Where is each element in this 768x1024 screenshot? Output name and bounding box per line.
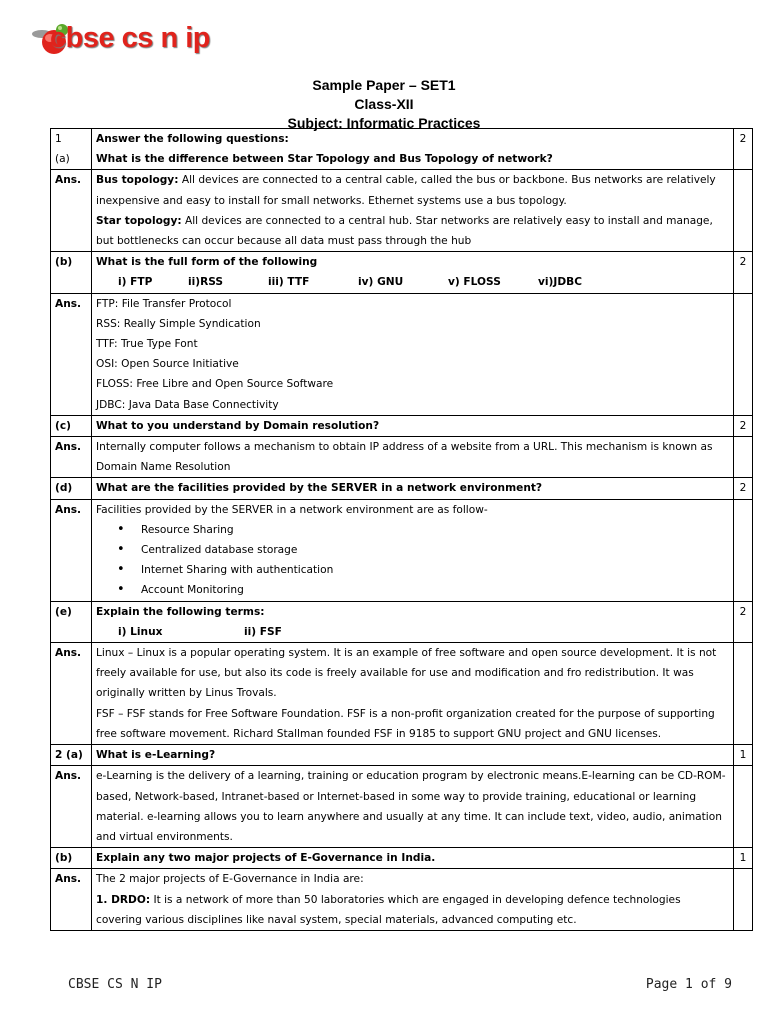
answer-paragraph <box>96 170 729 210</box>
list-item: • Internet Sharing with authentication <box>141 560 729 580</box>
footer-left: CBSE CS N IP <box>68 977 162 992</box>
paper-titles <box>0 76 768 133</box>
answer-text <box>92 643 734 745</box>
answer-line: RSS: Really Simple Syndication <box>96 317 261 330</box>
answer-text: e-Learning is the delivery of a learning, training or education program by electronic means.E-learning can be CD-ROM-based, Network-based, Intranet-based or Internet-based in some way to provide training, educational or learning material. e-learning allows you to learn anywhere and usually at any time. It can include text, video, audio, animation and virtual environments. <box>92 766 734 848</box>
question-text: What is e-Learning? <box>92 745 734 766</box>
table-row <box>51 415 753 436</box>
question-number: (b) <box>51 848 92 869</box>
answer-paragraph <box>96 211 729 251</box>
table-row <box>51 478 753 499</box>
empty-marks <box>734 643 753 745</box>
table-row <box>51 499 753 601</box>
empty-marks <box>734 869 753 931</box>
answer-paragraph <box>96 890 729 930</box>
question-marks: 1 <box>734 745 753 766</box>
question-table <box>50 128 753 931</box>
question-number: (e) <box>51 601 92 642</box>
term-drdo: 1. DRDO: <box>96 893 151 906</box>
table-row <box>51 601 753 642</box>
table-row <box>51 293 753 415</box>
option: iii) TTF <box>268 276 310 289</box>
question-text: What are the facilities provided by the SERVER in a network environment? <box>92 478 734 499</box>
question-number: (b) <box>51 252 92 293</box>
question-line: Explain the following terms: <box>96 605 265 618</box>
answer-line: TTF: True Type Font <box>96 338 198 351</box>
answer-text <box>92 170 734 252</box>
question-text: What to you understand by Domain resolution? <box>92 415 734 436</box>
answer-line: FTP: File Transfer Protocol <box>96 297 232 310</box>
answer-text <box>92 293 734 415</box>
empty-marks <box>734 766 753 848</box>
definition-drdo: It is a network of more than 50 laboratories which are engaged in developing defence technologies covering various disciplines like naval system, special materials, advanced computing etc. <box>96 893 681 926</box>
definition-bus: All devices are connected to a central cable, called the bus or backbone. Bus networks are relatively inexpensive and easy to install for small networks. Ethernet systems use a bus topology. <box>96 174 716 207</box>
option: ii) FSF <box>244 625 282 638</box>
answer-text <box>92 869 734 931</box>
term-star: Star topology: <box>96 214 182 227</box>
list-item: • Resource Sharing <box>141 520 729 540</box>
answer-label: Ans. <box>51 437 92 478</box>
definition-star: All devices are connected to a central hub. Star networks are relatively easy to install and manage, but bottlenecks can occur because all data must pass through the hub <box>96 214 713 248</box>
question-number: 2 (a) <box>51 745 92 766</box>
table-row <box>51 869 753 931</box>
question-text <box>92 129 734 170</box>
paper-subject: Subject: Informatic Practices <box>287 115 481 131</box>
question-marks: 1 <box>734 848 753 869</box>
answer-text <box>92 499 734 601</box>
option: iv) GNU <box>358 276 404 289</box>
answer-label: Ans. <box>51 293 92 415</box>
list-item: • Centralized database storage <box>141 540 729 560</box>
question-intro: Answer the following questions: <box>96 133 289 145</box>
question-line: What is the difference between Star Topology and Bus Topology of network? <box>96 153 553 166</box>
paper-title: Sample Paper – SET1 <box>312 77 456 93</box>
empty-marks <box>734 437 753 478</box>
answer-line: OSI: Open Source Initiative <box>96 358 239 371</box>
table-row <box>51 848 753 869</box>
option: ii)RSS <box>188 276 224 289</box>
answer-intro: Facilities provided by the SERVER in a network environment are as follow- <box>96 503 488 516</box>
table-row <box>51 252 753 293</box>
answer-label: Ans. <box>51 869 92 931</box>
table-row <box>51 643 753 745</box>
option: i) FTP <box>118 276 153 289</box>
answer-paragraph: FSF – FSF stands for Free Software Foundation. FSF is a non-profit organization created for the purpose of supporting free software movement. Richard Stallman founded FSF in 9185 to support GNU project and GNU licenses. <box>96 707 715 740</box>
question-number-sub: (a) <box>55 153 70 166</box>
question-options <box>96 272 729 292</box>
question-number: (c) <box>51 415 92 436</box>
empty-marks <box>734 499 753 601</box>
term-bus: Bus topology: <box>96 174 179 187</box>
answer-label: Ans. <box>51 643 92 745</box>
question-marks: 2 <box>734 601 753 642</box>
empty-marks <box>734 170 753 252</box>
paper-class: Class-XII <box>354 96 414 112</box>
answer-paragraph: Linux – Linux is a popular operating system. It is an example of free software and open source development. It is not freely available for use, but also its code is freely available for use and modification and fro redistribution. It was originally written by Linus Trovals. <box>96 647 717 700</box>
empty-marks <box>734 293 753 415</box>
question-options <box>96 622 729 642</box>
question-marks: 2 <box>734 252 753 293</box>
question-text <box>92 601 734 642</box>
question-line: What is the full form of the following <box>96 256 318 269</box>
table-row <box>51 745 753 766</box>
answer-text: Internally computer follows a mechanism to obtain IP address of a website from a URL. This mechanism is known as Domain Name Resolution <box>92 437 734 478</box>
question-number: (d) <box>51 478 92 499</box>
table-row <box>51 129 753 170</box>
table-row <box>51 170 753 252</box>
answer-label: Ans. <box>51 499 92 601</box>
answer-label: Ans. <box>51 766 92 848</box>
answer-line: JDBC: Java Data Base Connectivity <box>96 398 279 411</box>
table-row <box>51 437 753 478</box>
option: v) FLOSS <box>448 276 501 289</box>
logo-text: cbse cs n ip <box>50 22 211 54</box>
question-marks: 2 <box>734 129 753 170</box>
answer-label: Ans. <box>51 170 92 252</box>
list-item: • Account Monitoring <box>141 580 729 600</box>
question-text <box>92 252 734 293</box>
question-number <box>51 129 92 170</box>
bullet-list <box>96 520 729 601</box>
question-marks: 2 <box>734 415 753 436</box>
option: vi)JDBC <box>538 276 582 289</box>
question-text: Explain any two major projects of E-Governance in India. <box>92 848 734 869</box>
question-marks: 2 <box>734 478 753 499</box>
table-row <box>51 766 753 848</box>
question-number-main: 1 <box>55 133 62 145</box>
answer-intro: The 2 major projects of E-Governance in India are: <box>96 873 364 886</box>
option: i) Linux <box>118 625 163 638</box>
footer-page-number: Page 1 of 9 <box>645 977 732 992</box>
answer-line: FLOSS: Free Libre and Open Source Software <box>96 378 334 391</box>
